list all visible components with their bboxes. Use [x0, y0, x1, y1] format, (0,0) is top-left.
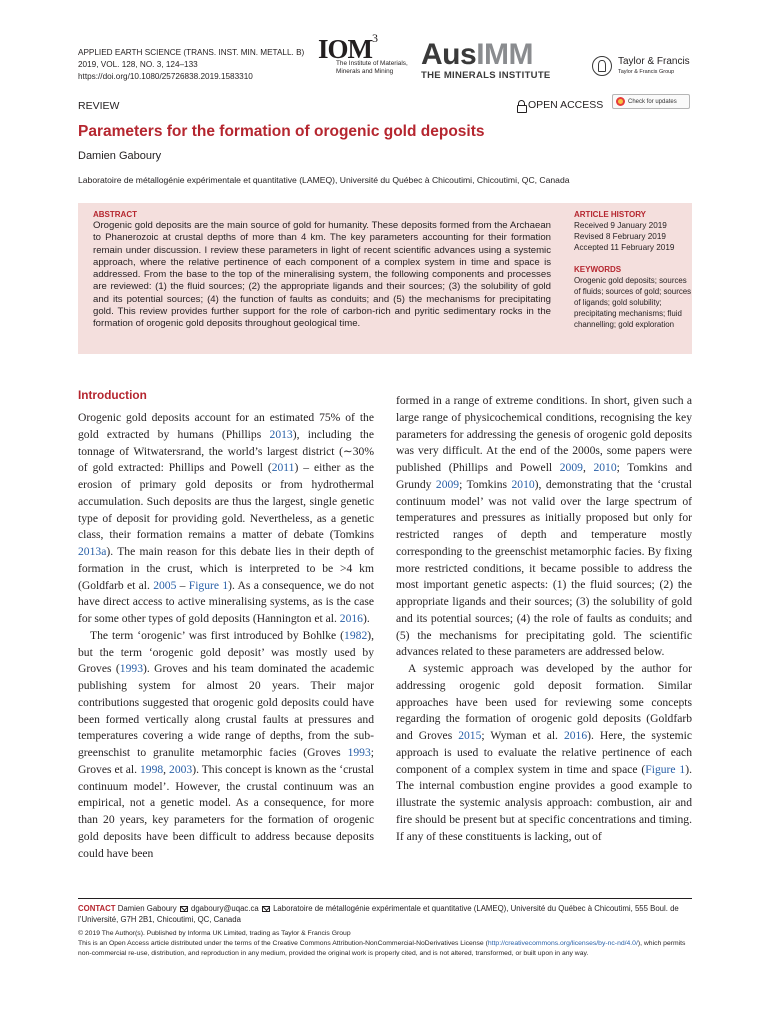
- citation-link[interactable]: 2003: [169, 762, 193, 776]
- citation-link[interactable]: 1993: [347, 746, 371, 759]
- ausimm-logo-tagline: THE MINERALS INSTITUTE: [421, 70, 551, 81]
- revised-date: Revised 8 February 2019: [574, 232, 666, 241]
- footer-divider: [78, 898, 692, 899]
- citation-link[interactable]: 1982: [344, 628, 368, 642]
- accepted-date: Accepted 11 February 2019: [574, 243, 675, 252]
- citation-link[interactable]: 2010: [511, 477, 535, 491]
- ausimm-logo: [421, 40, 581, 81]
- email-icon: [180, 906, 188, 912]
- article-history-heading: ARTICLE HISTORY: [574, 210, 647, 219]
- ausimm-logo-word: AusIMM: [421, 38, 534, 71]
- open-access-label: OPEN ACCESS: [528, 99, 604, 111]
- citation-link[interactable]: 2016: [339, 612, 363, 625]
- contact-label: CONTACT: [78, 904, 116, 913]
- article-type: REVIEW: [78, 100, 120, 112]
- figure-link[interactable]: Figure 1: [188, 578, 229, 592]
- citation-link[interactable]: 2013: [269, 427, 293, 441]
- copyright-notice: © 2019 The Author(s). Published by Informa UK Limited, trading as Taylor & Francis Group: [78, 930, 351, 937]
- citation-link[interactable]: 2013a: [78, 545, 107, 558]
- received-date: Received 9 January 2019: [574, 221, 667, 230]
- article-history: [574, 220, 674, 253]
- iom3-logo-mark: IOM$^3$: [318, 31, 377, 64]
- citation-link[interactable]: 2010: [593, 461, 617, 474]
- citation-link[interactable]: 2011: [271, 461, 295, 475]
- taylor-francis-icon: [592, 56, 612, 76]
- paragraph: Orogenic gold deposits account for an estimated 75% of the gold extracted by humans (Phillips 2013), including the tonnage of Witwatersrand, the world’s largest district (∼30% of gold extracted: Phillips and Powell (2011) – either as the erosion of primary gold deposits or from hydrothermal accumulation. Such deposits are thus the largest, single genetic type of deposit for providing gold. Nevertheless, as a genetic class, their formation remains a matter of debate (Tomkins 2013a). The main reason for this debate lies in their depth of formation in the crust, which is interpreted to be >4 km (Goldfarb et al. 2005 – Figure 1). As a consequence, we do not have direct access to active mineralising systems, as is the case for some other types of gold deposits (Hannington et al. 2016).: [78, 411, 375, 625]
- contact-email[interactable]: dgaboury@uqac.ca: [191, 904, 259, 913]
- crossmark-icon: [616, 97, 625, 106]
- iom3-logo-text: The Institute of Materials, Minerals and Mining: [336, 60, 408, 75]
- contact-name: Damien Gaboury: [117, 904, 177, 913]
- contact-info: [78, 903, 692, 925]
- license-link[interactable]: http://creativecommons.org/licenses/by-nc-nd/4.0/: [487, 940, 638, 947]
- citation-link[interactable]: 2005: [153, 578, 177, 592]
- section-heading-introduction: Introduction: [78, 388, 147, 402]
- citation-link[interactable]: 1998: [139, 762, 164, 776]
- keywords-heading: KEYWORDS: [574, 265, 622, 274]
- paragraph: The term ‘orogenic’ was first introduced by Bohlke (1982), but the term ‘orogenic gold deposit’ was mostly used by Groves (1993). Groves and his team dominated the academic publishing system for almost 20 years. Their major contributions suggested that orogenic gold deposits could have been formed vertically along crustal faults at pressures and temperatures covering a wide range of depths, from the sub-greenschist to granulite metamorphic facies (Groves 1993; Groves et al. 1998, 2003). This concept is known as the ‘crustal continuum model’. However, the crustal continuum was an empirical, not a genetic model. As a consequence, for more than 20 years, key parameters for the formation of orogenic gold deposits have been difficult to address because deposits could have been: [78, 628, 375, 860]
- citation-link[interactable]: 2016: [563, 729, 588, 742]
- body-column-right: [396, 393, 692, 845]
- abstract-heading: ABSTRACT: [93, 210, 137, 219]
- open-lock-icon: [517, 100, 525, 111]
- taylor-francis-group: Taylor & Francis Group: [618, 69, 675, 75]
- keywords-text: Orogenic gold deposits; sources of fluids; sources of gold; sources of ligands; gold solubility; precipitating mechanisms; fluid channelling; gold exploration: [574, 276, 692, 329]
- abstract-text: Orogenic gold deposits are the main source of gold for humanity. These deposits formed from the Archaean to Phanerozoic at crustal depths of more than 4 km. The key parameters accounting for their formation remain under discussion. I review these parameters in light of recent scientific advances using a systemic approach, where the relative pertinence of each component of a complex system in time and space is addressed. From the base to the top of the mineralising system, the following components and processes are reviewed: (1) the fluid sources; (2) the appropriate ligands and their sources; (3) the solubility of gold and its potential sources; (4) the function of faults as conduits; and (5) the mechanisms for precipitating gold. This review provides further support for the role of carbon-rich and pyritic sedimentary rocks in the formation of orogenic gold deposits throughout geological time.: [93, 220, 551, 330]
- citation-link[interactable]: 2009: [559, 461, 583, 474]
- journal-name: APPLIED EARTH SCIENCE (TRANS. INST. MIN. METALL. B): [78, 48, 305, 57]
- contact-address: Laboratoire de métallogénie expérimentale et quantitative (LAMEQ), Université du Québec à Chicoutimi, 555 Boul. de l’Université, G7H 2B1, Chicoutimi, QC, Canada: [78, 904, 679, 924]
- taylor-francis-name: Taylor & Francis: [618, 56, 690, 67]
- citation-link[interactable]: 2009: [435, 477, 460, 491]
- journal-volume: 2019, VOL. 128, NO. 3, 124–133: [78, 60, 198, 69]
- citation-link[interactable]: 1993: [119, 662, 143, 676]
- journal-doi[interactable]: https://doi.org/10.1080/25726838.2019.1583310: [78, 72, 253, 81]
- author-affiliation: Laboratoire de métallogénie expérimentale et quantitative (LAMEQ), Université du Québec à Chicoutimi, Chicoutimi, QC, Canada: [78, 175, 570, 185]
- open-access-badge: [517, 99, 603, 111]
- abstract-box: [78, 203, 692, 354]
- paragraph: formed in a range of extreme conditions. In short, given such a large range of physicochemical conditions, recognising the key parameters for addressing the genesis of orogenic gold deposits was very difficult. At the end of the 2000s, some papers were published (Phillips and Powell 2009, 2010; Tomkins and Grundy 2009; Tomkins 2010), demonstrating that the ‘crustal continuum model’ was not valid over the large spectrum of temperatures and pressures as initially proposed but only for restricted ranges of depth and temperature mostly corresponding to the greenschist metamorphic facies. By fixing more restricted conditions, it became possible to address the most important genetic aspects: (1) the fluid sources; (2) the appropriate ligands and their sources; (3) the solubility of gold and its potential sources; (4) the role of faults as conduits; and (5) the mechanisms for precipitating gold. The scientific advances related to these parameters are addressed below.: [396, 394, 693, 659]
- author-name: Damien Gaboury: [78, 150, 162, 162]
- citation-link[interactable]: 2015: [458, 729, 482, 742]
- body-column-left: [78, 410, 374, 862]
- paragraph: A systemic approach was developed by the author for addressing orogenic gold deposit formation. Similar approaches have been used for reviewing some concepts regarding the formation of orogenic gold deposits (Goldfarb and Groves 2015; Wyman et al. 2016). Here, the systemic approach is used to evaluate the relative pertinence of each component of a complex system in time and space (Figure 1). The internal combustion engine provides a good example to illustrate the systemic analysis approach: combustion, air and fire should be present but at specific concentrations and timing. If any of these constituents is lacking, out of: [396, 662, 692, 843]
- license-notice: This is an Open Access article distributed under the terms of the Creative Commons Attribution-NonCommercial-NoDerivatives License (http://creativecommons.org/licenses/by-nc-nd/4.0/), which permits non-commercial re-use, distribution, and reproduction in any medium, provided the original work is properly cited, and is not altered, transformed, or built upon in any way.: [78, 940, 686, 957]
- email-icon: [262, 906, 270, 912]
- check-for-updates-button[interactable]: [612, 94, 690, 109]
- figure-link[interactable]: Figure 1: [645, 762, 686, 776]
- article-title: Parameters for the formation of orogenic gold deposits: [78, 123, 485, 140]
- journal-citation: [78, 47, 318, 83]
- check-for-updates-label: Check for updates: [628, 98, 677, 105]
- iom3-logo: [318, 31, 410, 84]
